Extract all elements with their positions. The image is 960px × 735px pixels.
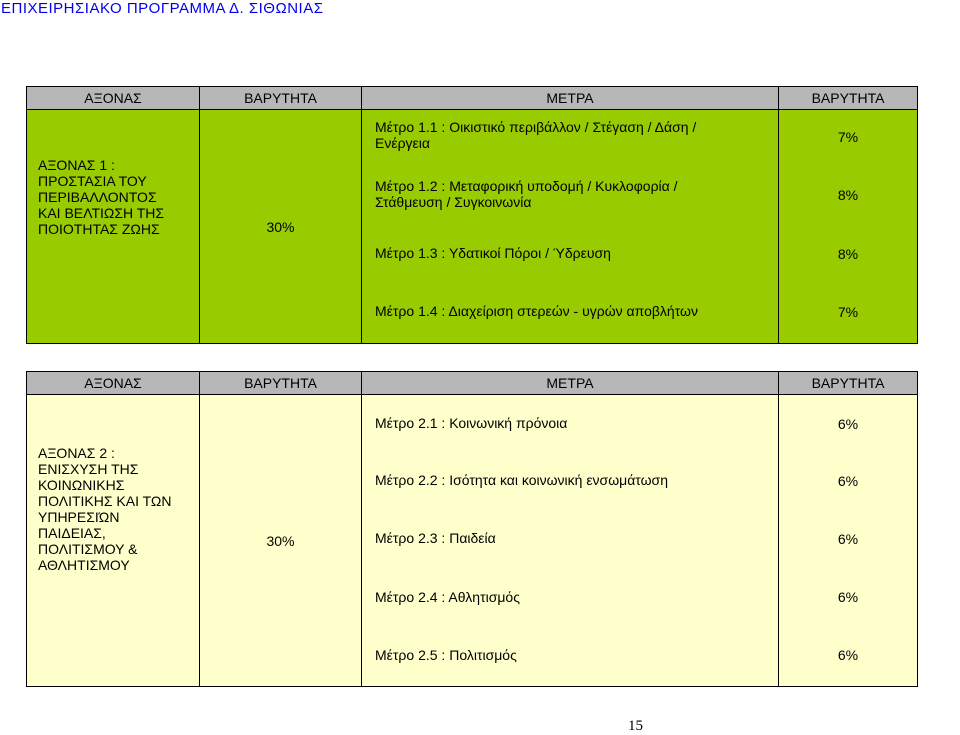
- measure-2-5-label: Μέτρο 2.5 : Πολιτισμός: [375, 647, 517, 663]
- measure-1-4-label: Μέτρο 1.4 : Διαχείριση στερεών - υγρών αποβλήτων: [375, 303, 698, 319]
- axis2-title: ΑΞΟΝΑΣ 2 : ΕΝΙΣΧΥΣΗ ΤΗΣ ΚΟΙΝΩΝΙΚΗΣ ΠΟΛΙΤΙΚΗΣ ΚΑΙ ΤΩΝ ΥΠΗΡΕΣΙΏΝ ΠΑΙΔΕΙΑΣ, ΠΟΛΙΤΙΣΜΟΥ & ΑΘΛΗΤΙΣΜΟΥ: [38, 445, 172, 573]
- measure-1-3-weight: 8%: [837, 246, 859, 262]
- axis2-weight-cell: [199, 394, 362, 687]
- measure-2-4-label: Μέτρο 2.4 : Αθλητισμός: [375, 589, 520, 605]
- measure-1-1-weight: 7%: [837, 129, 859, 145]
- measure-2-3-label: Μέτρο 2.3 : Παιδεία: [375, 530, 496, 546]
- header-weight-2: ΒΑΡΥΤΗΤΑ: [199, 371, 362, 395]
- measure-2-3-weight: 6%: [837, 531, 859, 547]
- axis1-title: ΑΞΟΝΑΣ 1 : ΠΡΟΣΤΑΣΙΑ ΤΟΥ ΠΕΡΙΒΑΛΛΟΝΤΟΣ ΚΑΙ ΒΕΛΤΙΩΣΗ ΤΗΣ ΠΟΙΟΤΗΤΑΣ ΖΩΗΣ: [38, 157, 165, 237]
- measure-2-1-label: Μέτρο 2.1 : Κοινωνική πρόνοια: [375, 415, 568, 431]
- document-header-title: ΕΠΙΧΕΙΡΗΣΙΑΚΟ ΠΡΟΓΡΑΜΜΑ Δ. ΣΙΘΩΝΙΑΣ: [1, 0, 324, 17]
- header-axis: ΑΞΟΝΑΣ: [26, 86, 200, 110]
- header-measure-weight: ΒΑΡΥΤΗΤΑ: [778, 86, 918, 110]
- measure-1-2-weight: 8%: [837, 187, 859, 203]
- measure-2-5-weight: 6%: [837, 647, 859, 663]
- axis2-title-cell: [26, 394, 200, 687]
- header-axis-2: ΑΞΟΝΑΣ: [26, 371, 200, 395]
- axis2-weight: 30%: [266, 532, 295, 549]
- measure-2-2-weight: 6%: [837, 473, 859, 489]
- page-number: 15: [628, 718, 643, 734]
- measure-1-4-weight: 7%: [837, 304, 859, 320]
- axis1-weight: 30%: [266, 218, 295, 235]
- header-measures-2: ΜΕΤΡΑ: [361, 371, 779, 395]
- axis1-title-cell: [26, 109, 200, 344]
- measure-2-1-weight: 6%: [837, 416, 859, 432]
- header-measure-weight-2: ΒΑΡΥΤΗΤΑ: [778, 371, 918, 395]
- measure-1-2-label: Μέτρο 1.2 : Μεταφορική υποδομή / Κυκλοφορία / Στάθμευση / Συγκοινωνία: [375, 178, 678, 210]
- measure-2-2-label: Μέτρο 2.2 : Ισότητα και κοινωνική ενσωμάτωση: [375, 472, 668, 488]
- measure-1-1-label: Μέτρο 1.1 : Οικιστικό περιβάλλον / Στέγαση / Δάση / Ενέργεια: [375, 119, 697, 151]
- measure-2-4-weight: 6%: [837, 589, 859, 605]
- header-weight: ΒΑΡΥΤΗΤΑ: [199, 86, 362, 110]
- measure-1-3-label: Μέτρο 1.3 : Υδατικοί Πόροι / Ύδρευση: [375, 245, 611, 261]
- axis1-weight-cell: [199, 109, 362, 344]
- header-measures: ΜΕΤΡΑ: [361, 86, 779, 110]
